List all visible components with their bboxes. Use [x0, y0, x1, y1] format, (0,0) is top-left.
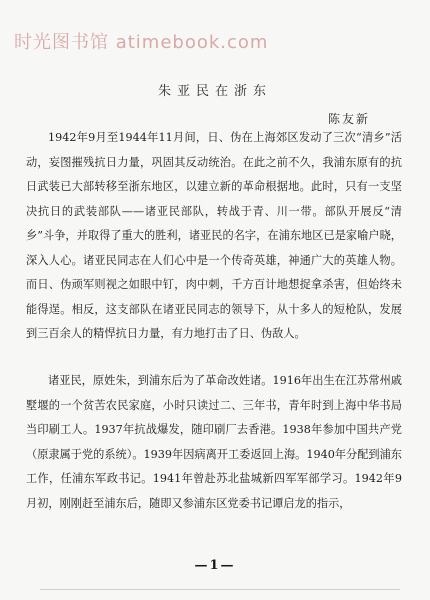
page-title: 朱亚民在浙东	[157, 84, 272, 99]
bottom-rule	[40, 589, 400, 590]
paragraph-1: 1942年9月至1944年11月间，日、伪在上海郊区发动了三次“清乡”活动，妄图摧残抗日力量，巩固其反动统治。在此之前不久，我浦东原有的抗日武装已大部转移至浙东地区，以建立新的革命根据地。此时，只有一支坚决抗日的武装部队——诸亚民部队，转战于青、川一带。部队开展反“清乡”斗争，并取得了重大的胜利，诸亚民的名字，在浦东地区已是家喻户晓，深入人心。诸亚民同志在人们心中是一个传奇英雄，神通广大的英雄人物。而日、伪顽军则视之如眼中钉，肉中刺，千方百计地想捉拿杀害，但始终未能得逞。相反，这支部队在诸亚民同志的领导下，从十多人的短枪队，发展到三百余人的精悍抗日力量，有力地打击了日、伪敌人。	[26, 131, 402, 340]
paragraph-2: 诸亚民，原姓朱，到浦东后为了革命改姓诸。1916年出生在江苏常州戚墅堰的一个贫苦农民家庭，小时只读过二、三年书，青年时到上海中华书局当印刷工人。1937年抗战爆发，随印刷厂去香港。1938年参加中国共产党（原隶属于党的系统）。1939年因病离开工委返回上海。1940年分配到浦东工作，任浦东军政书记。1941年曾赴苏北盐城新四军军部学习。1942年9月初，刚刚赶至浦东后，随即又参浦东区党委书记谭启龙的指示，	[26, 374, 402, 510]
page-number: —1—	[194, 558, 236, 573]
author-name: 陈友新	[328, 112, 371, 126]
watermark: 时光图书馆 atimebook.com	[14, 32, 269, 53]
